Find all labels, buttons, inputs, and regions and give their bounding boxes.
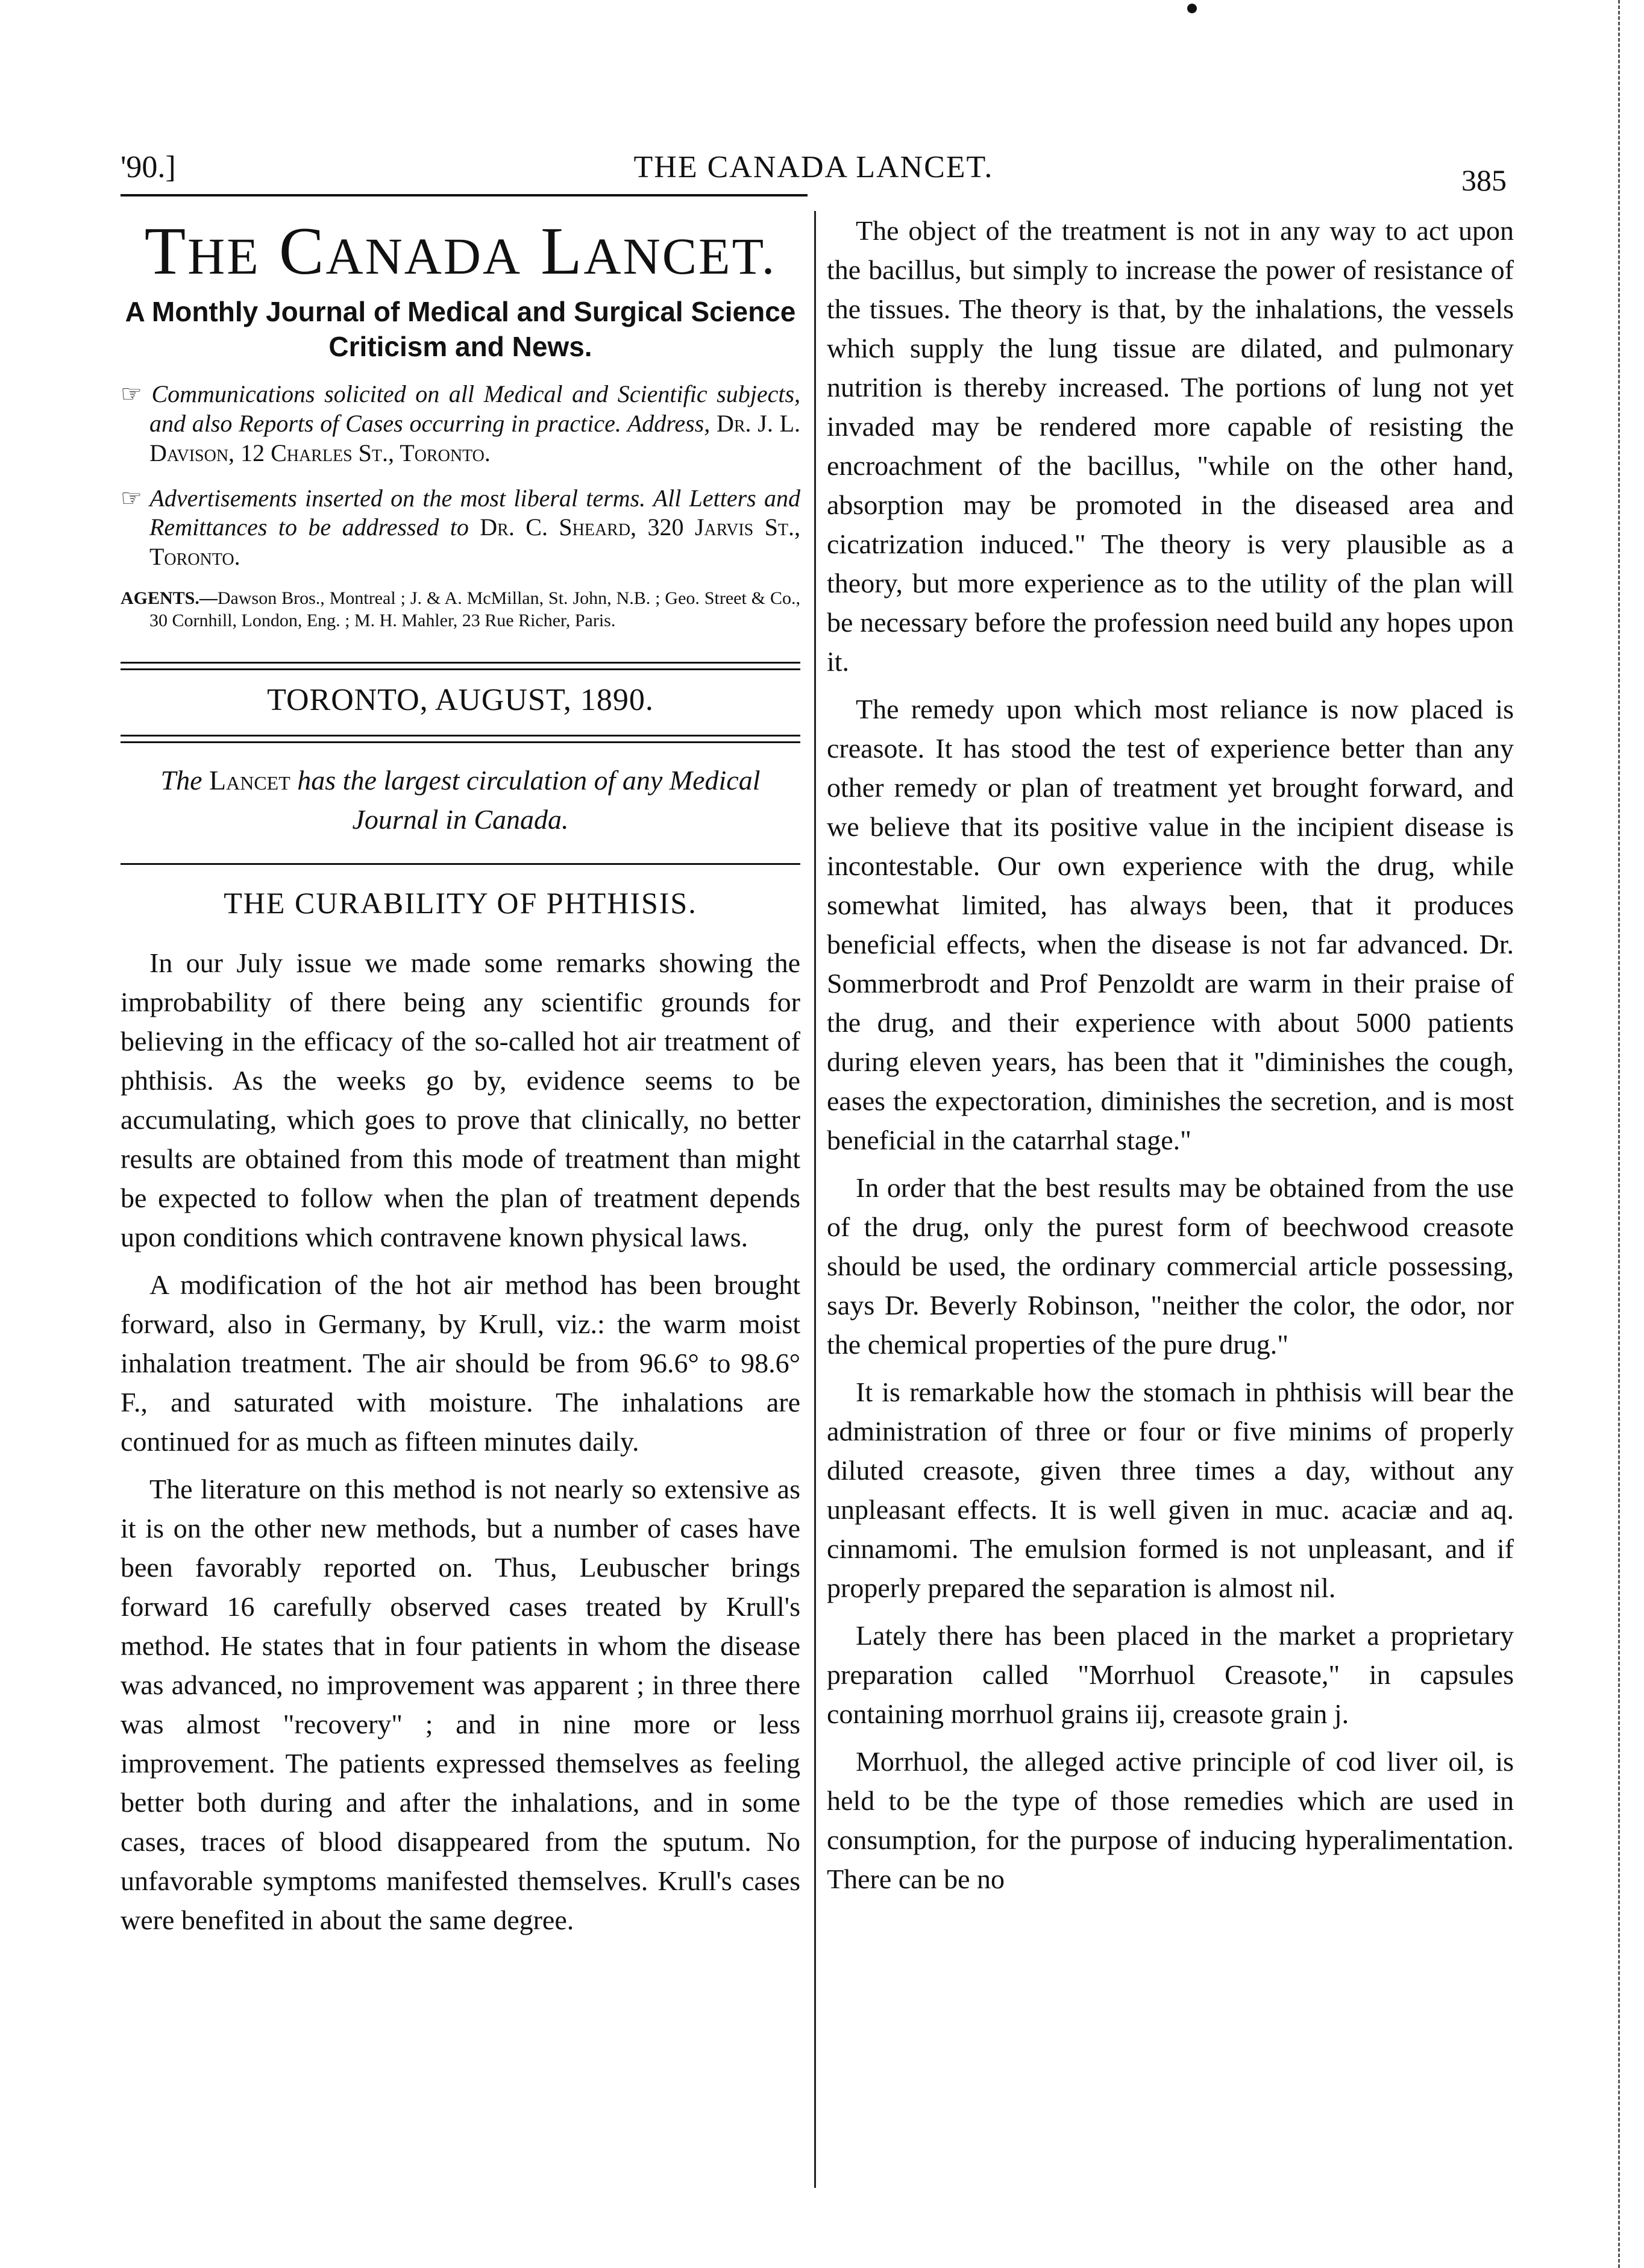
masthead-title-anada: ANADA [325,227,522,285]
advertisements-text: Advertisements inserted on the most liberal terms. All Letters and Remittances to be addressed to [149,484,800,541]
paragraph: The remedy upon which most reliance is now placed is creasote. It has stood the test of experience better than any other remedy or plan of treatment yet brought forward, and we believe that its positive value in the incipient disease is incontestable. Our own experience with the drug, while somewhat limited, has always been, that it produces beneficial effects, when the disease is not far advanced. Dr. Sommerbrodt and Prof Penzoldt are warm in their praise of the drug, and their experience with about 5000 patients during eleven years, has been that it "diminishes the cough, eases the expectoration, diminishes the secretion, and is most beneficial in the catarrhal stage." [827,694,1514,1155]
masthead-title-ancet: ANCET. [583,227,777,285]
agents-text: Dawson Bros., Montreal ; J. & A. McMillan, St. John, N.B. ; Geo. Street & Co., 30 Cornhill, London, Eng. ; M. H. Mahler, 23 Rue Richer, Paris. [149,588,800,630]
communications-address-name: Dr. J. L. Davison, [149,409,801,466]
pointing-hand-icon: ☞ [121,380,142,408]
circulation-the: The [160,765,202,796]
page-edge-rule [1618,0,1620,2268]
paragraph: Lately there has been placed in the market a proprietary preparation called "Morrhuol Creasote," in capsules containing morrhuol grains iij, creasote grain j. [827,1620,1514,1729]
right-column [827,211,1514,1899]
article-body-right [827,211,1514,1899]
masthead-subtitle [121,295,800,364]
subtitle-line-1: A Monthly Journal of Medical and Surgical Science [125,296,796,328]
circulation-lancet: Lancet [209,765,290,796]
masthead-title-l: L [541,214,584,289]
pointing-hand-icon: ☞ [121,484,142,512]
paragraph: A modification of the hot air method has been brought forward, also in Germany, by Krull, viz.: the warm moist inhalation treatment. The air should be from 96.6° to 98.6° F., and saturated with moisture. The inhalations are continued for as much as fifteen minutes daily. [121,1269,800,1457]
masthead-title-t: T [144,214,188,289]
agents-label: AGENTS.— [121,588,218,608]
subtitle-line-2: Criticism and News. [328,330,592,362]
article-title: THE CURABILITY OF PHTHISIS. [224,885,697,920]
article-body-left [121,943,800,1940]
column-divider [814,211,816,2188]
running-head-title: THE CANADA LANCET. [633,150,994,184]
double-rule [121,735,800,743]
double-rule [121,662,800,670]
advertisements-street: 320 Jarvis St., Toronto. [149,514,801,571]
running-head-rule [121,194,808,196]
masthead-title-c: C [278,214,326,289]
paragraph: In order that the best results may be obtained from the use of the drug, only the purest form of beechwood creasote should be used, the ordinary commercial article possessing, says Dr. Beverly Robinson, "neither the color, the odor, nor the chemical properties of the pure drug." [827,1172,1514,1360]
paragraph: In our July issue we made some remarks showing the improbability of there being any scientific grounds for believing in the efficacy of the so-called hot air treatment of phthisis. As the weeks go by, evidence seems to be accumulating, which goes to prove that clinically, no better results are obtained from this mode of treatment than might be expected to follow when the plan of treatment depends upon conditions which contravene known physical laws. [121,947,800,1252]
page-number: 385 [1461,163,1507,197]
left-column [121,211,800,1940]
paragraph: It is remarkable how the stomach in phthisis will bear the administration of three or four or five minims of properly diluted creasote, given three times a day, without any unpleasant effects. It is well given in muc. acaciæ and aq. cinnamomi. The emulsion formed is not unpleasant, and if properly prepared the separation is almost nil. [827,1377,1514,1603]
advertisements-notice [121,484,800,572]
communications-address-street: 12 Charles St., Toronto. [240,439,491,466]
section-rule [121,863,800,865]
running-head [121,149,1507,197]
circulation-rest: has the largest circulation of any Medical Journal in Canada. [297,765,761,835]
paragraph: Morrhuol, the alleged active principle of cod liver oil, is held to be the type of those remedies which are used in consumption, for the purpose of inducing hyperalimentation. There can be no [827,1746,1514,1894]
dateline: TORONTO, AUGUST, 1890. [267,683,654,718]
paragraph: The literature on this method is not nearly so extensive as it is on the other new methods, but a number of cases have been favorably reported on. Thus, Leubuscher brings forward 16 carefully observed cases treated by Krull's method. He states that in four patients in whom the disease was advanced, no improvement was apparent ; in three there was almost "recovery" ; and in nine more or less improvement. The patients expressed themselves as feeling better both during and after the inhalations, and in some cases, traces of blood disappeared from the sputum. No unfavorable symptoms manifested themselves. Krull's cases were benefited in about the same degree. [121,1473,800,1935]
advertisements-name: Dr. C. Sheard, [480,514,637,541]
masthead-title [121,215,800,289]
agents-notice [121,588,800,632]
paragraph: The object of the treatment is not in any way to act upon the bacillus, but simply to increase the power of resistance of the tissues. The theory is that, by the inhalations, the vessels which supply the lung tissue are dilated, and pulmonary nutrition is thereby increased. The portions of lung not yet invaded may be rendered more capable of resisting the encroachment of the bacillus, "while on the other hand, absorption may be promoted in the diseased area and cicatrization induced." The theory is very plausible as a theory, but more experience as to the utility of the plan will be necessary before the profession need build any hopes upon it. [827,215,1514,677]
running-head-year: '90.] [121,150,176,184]
circulation-notice [121,761,800,839]
ink-speck [1187,4,1197,13]
masthead-title-he: HE [187,227,260,285]
communications-notice [121,380,800,468]
communications-text: Communications solicited on all Medical and Scientific subjects, and also Reports of Cases occurring in practice. Address, [149,380,801,437]
